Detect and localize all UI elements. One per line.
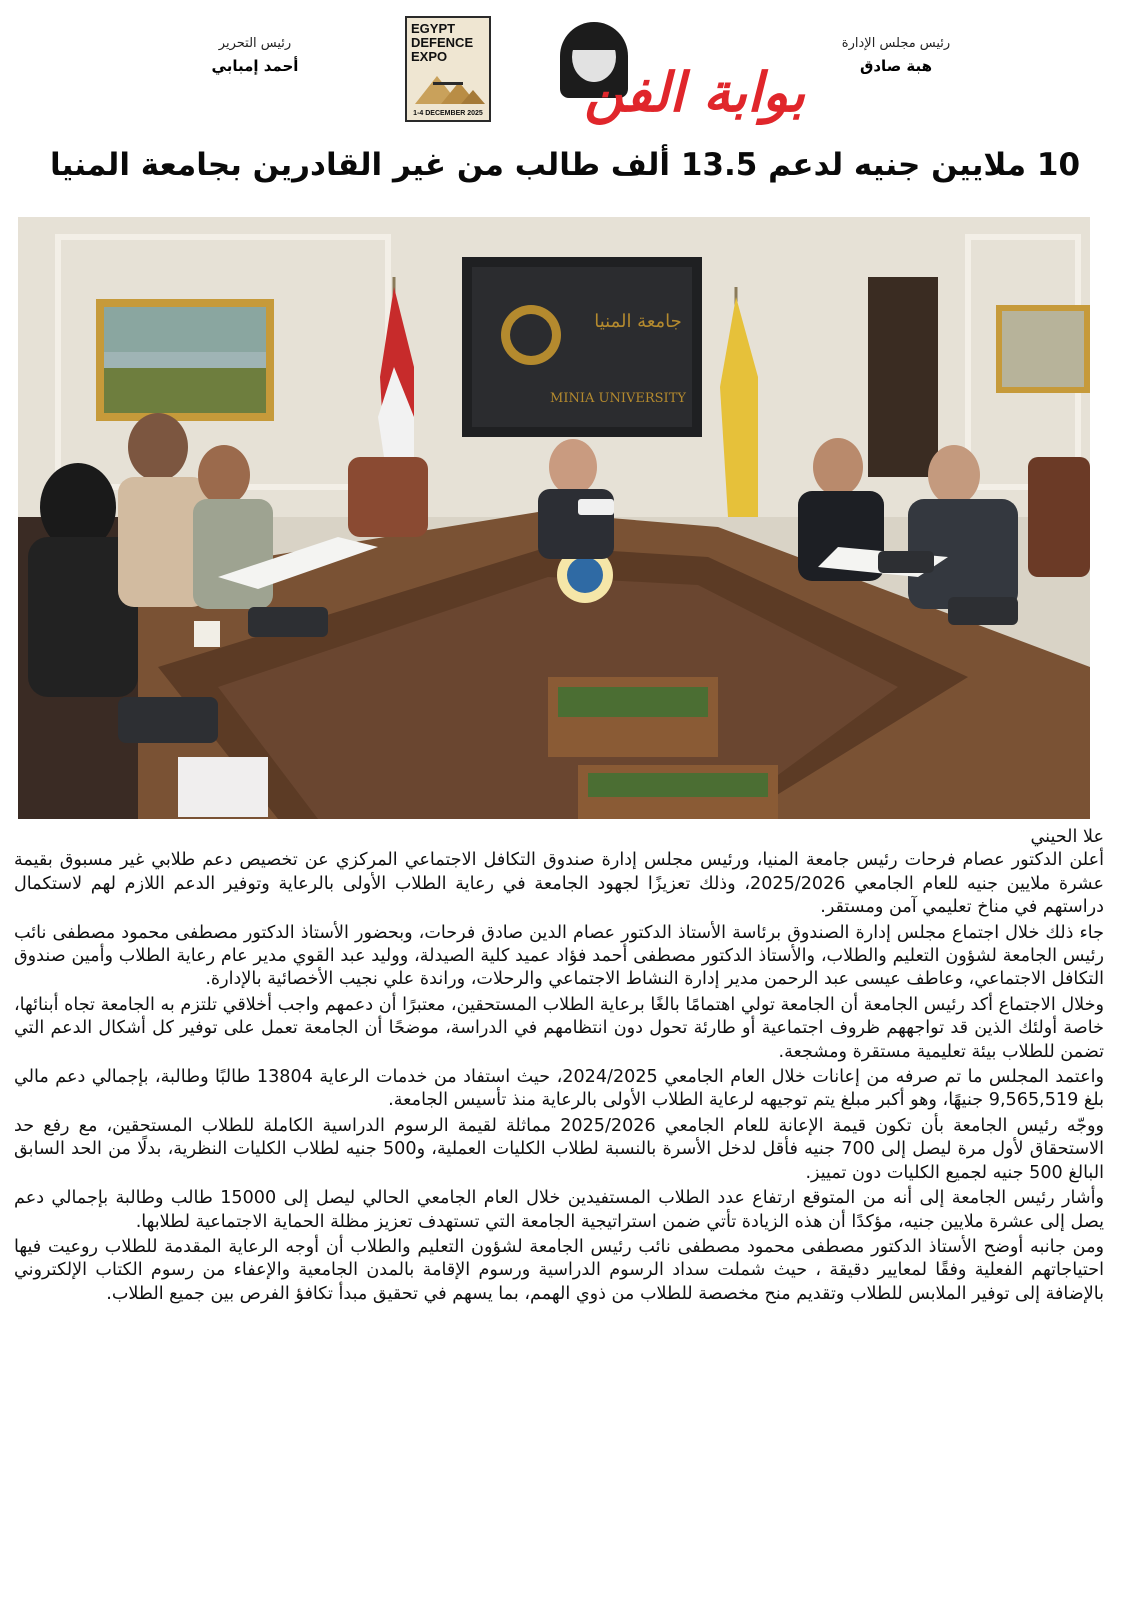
article-paragraph: وخلال الاجتماع أكد رئيس الجامعة أن الجامعة تولي اهتمامًا بالغًا برعاية الطلاب المستحقين، معتبرًا أن دعمهم واجب أخلاقي تلتزم به الجامعة تجاه أبنائها، خاصة أولئك الذين قد تواجههم ظروف اجتماعية أو طارئة تحول دون انتظامهم في الدراسة، موضحًا أن الجامعة تعمل على توفير كل أشكال الدعم التي تضمن للطلاب بيئة تعليمية مستقرة ومشجعة. <box>14 994 1104 1062</box>
article-paragraph: واعتمد المجلس ما تم صرفه من إعانات خلال العام الجامعي 2024/2025، حيث استفاد من خدمات الرعاية 13804 طالبًا وطالبة، بإجمالي دعم مالي بلغ 9,565,519 جنيهًا، وهو أكبر مبلغ يتم توجيهه لرعاية الطلاب الأولى بالرعاية منذ تأسيس الجامعة. <box>14 1067 1104 1111</box>
meeting-photo <box>18 217 1090 819</box>
article-paragraph: جاء ذلك خلال اجتماع مجلس إدارة الصندوق برئاسة الأستاذ الدكتور عصام الدين صادق فرحات، وبحضور الأستاذ الدكتور مصطفى محمود مصطفى نائب رئيس الجامعة لشؤون التعليم والطلاب، والأستاذ الدكتور مصطفى أحمد فؤاد عميد كلية الصيدلة، ووليد عبد القوي مدير عام رعاية الطلاب وأمين صندوق التكافل الاجتماعي، وعاطف عيسى عبد الرحمن مدير إدارة النشاط الاجتماعي والرحلات، وراندة علي نجيب الأخصائية بالإدارة. <box>14 922 1104 990</box>
masthead <box>0 0 1131 138</box>
headline: 10 ملايين جنيه لدعم 13.5 ألف طالب من غير القادرين بجامعة المنيا <box>49 147 1081 183</box>
plaque-english: MINIA UNIVERSITY <box>550 391 686 406</box>
editor-name: أحمد إمبابي <box>211 57 299 75</box>
plaque-arabic: جامعة المنيا <box>594 311 682 332</box>
pyramids-icon <box>411 70 487 104</box>
expo-date: 1-4 DECEMBER 2025 <box>413 110 483 117</box>
logo-wordmark: بوابة الفن <box>584 60 805 124</box>
newspaper-logo <box>500 22 805 124</box>
article-paragraph: أعلن الدكتور عصام فرحات رئيس جامعة المنيا، ورئيس مجلس إدارة صندوق التكافل الاجتماعي المركزي عن تخصيص دعم طلابي غير مسبوق بقيمة عشرة ملايين جنيه للعام الجامعي 2025/2026، وذلك تعزيزًا لجهود الجامعة في رعاية الطلاب الأولى بالرعاية وتوفير الدعم اللازم لهم لاستكمال دراستهم في مناخ تعليمي آمن ومستقر. <box>14 850 1104 918</box>
article-paragraph: ومن جانبه أوضح الأستاذ الدكتور مصطفى محمود مصطفى نائب رئيس الجامعة لشؤون التعليم والطلاب أن أوجه الرعاية المقدمة للطلاب روعيت فيها احتياجاتهم الفعلية وفقًا لمعايير دقيقة ، حيث شملت سداد الرسوم الدراسية ورسوم الإقامة بالمدن الجامعية والإعفاء من رسوم الكتاب الإلكتروني بالإضافة إلى توفير الملابس للطلاب وتقديم منح مخصصة للطلاب من ذوي الهمم، بما يسهم في تحقيق مبدأ تكافؤ الفرص بين جميع الطلاب. <box>14 1236 1104 1304</box>
expo-line-3: EXPO <box>411 49 448 64</box>
expo-line-2: DEFENCE <box>411 35 474 50</box>
expo-line-1: EGYPT <box>411 21 456 36</box>
article-paragraph: ووجّه رئيس الجامعة بأن تكون قيمة الإعانة للعام الجامعي 2025/2026 مماثلة لقيمة الرسوم الدراسية الكاملة للطلاب المستحقين، مع رفع حد الاستحقاق لأول مرة ليصل إلى 700 جنيه فأقل لدخل الأسرة بالنسبة لطلاب الكليات العملية، و500 جنيه لطلاب الكليات النظرية، بدلًا من الحد السابق البالغ 500 جنيه لجميع الكليات دون تمييز. <box>14 1115 1104 1183</box>
article-paragraph: وأشار رئيس الجامعة إلى أنه من المتوقع ارتفاع عدد الطلاب المستفيدين خلال العام الجامعي الحالي ليصل إلى 15000 طالب وطالبة بإجمالي دعم يصل إلى عشرة ملايين جنيه، مؤكدًا أن هذه الزيادة تأتي ضمن استراتيجية الجامعة التي تستهدف تعزيز مظلة الحماية الاجتماعية لطلابها. <box>14 1188 1104 1232</box>
board-chair-name: هبة صادق <box>859 57 933 75</box>
editor-role: رئيس التحرير <box>218 36 292 51</box>
article-body <box>14 826 1104 1596</box>
defence-expo-logo <box>405 16 491 122</box>
board-chair-block <box>821 36 971 75</box>
board-chair-role: رئيس مجلس الإدارة <box>841 36 951 51</box>
editor-in-chief-block <box>195 36 315 75</box>
author-byline: علا الحيني <box>1030 827 1104 847</box>
